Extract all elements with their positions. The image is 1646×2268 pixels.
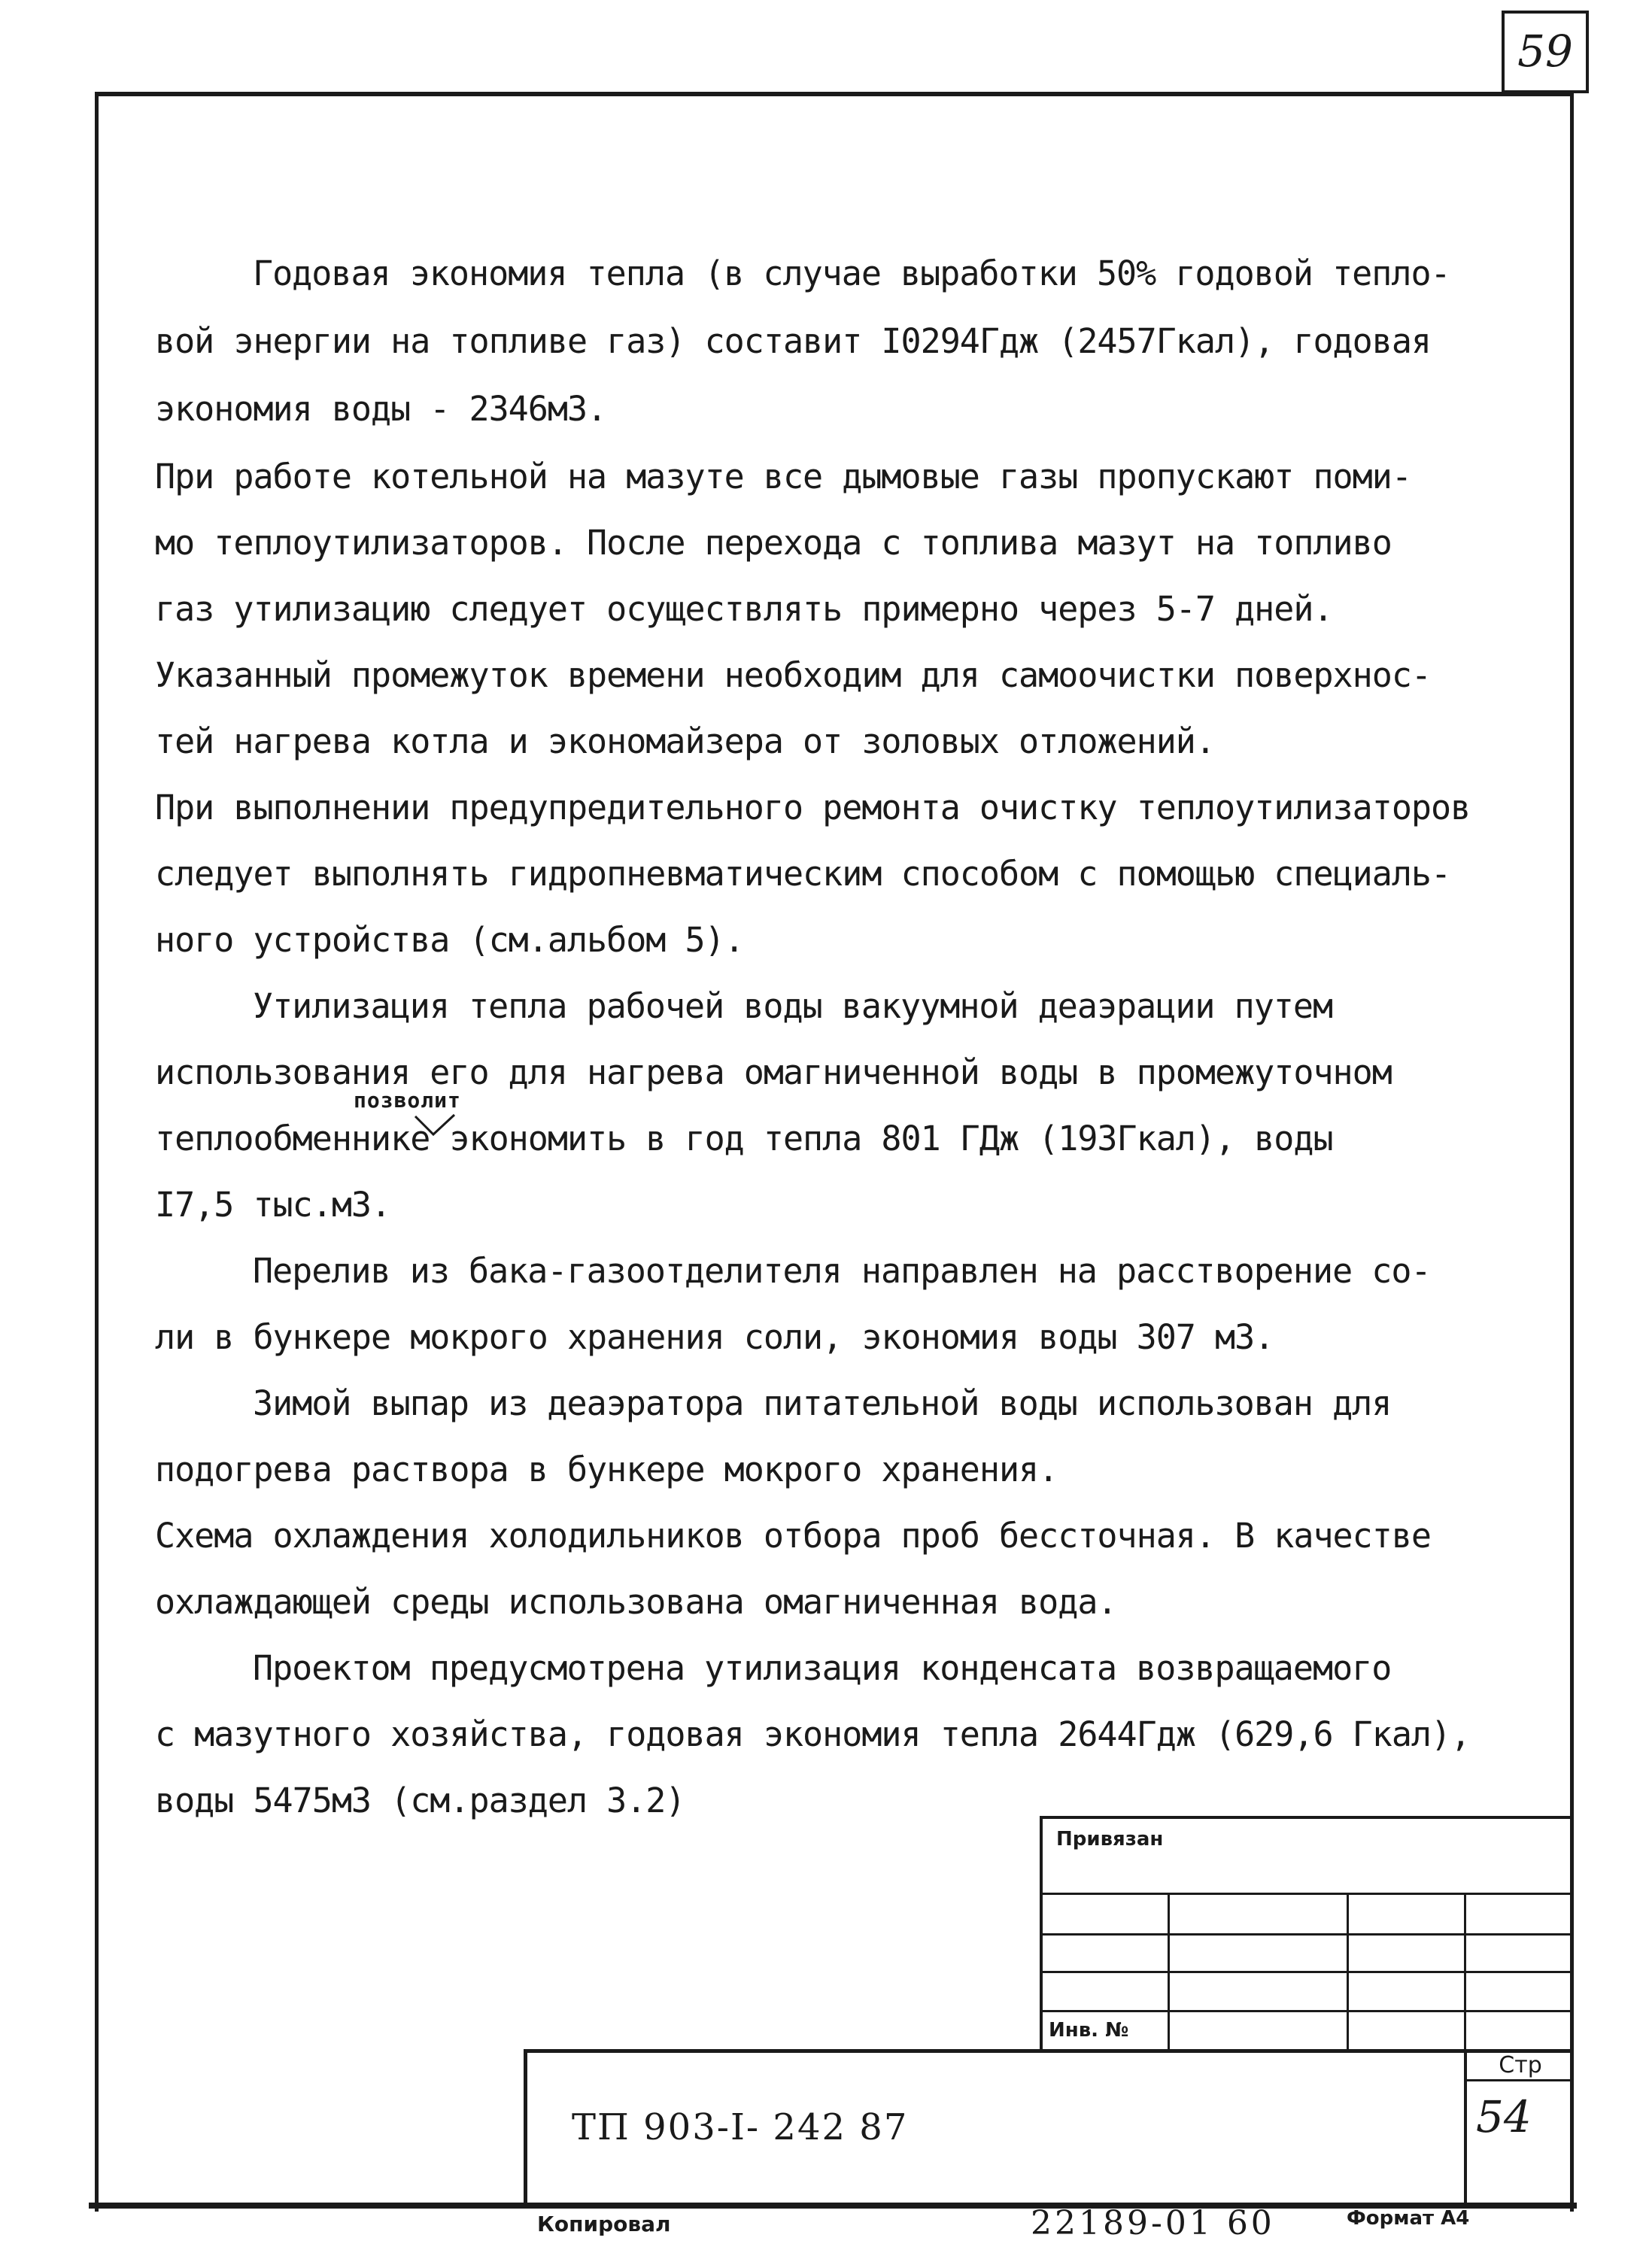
order-number: 22189-01 60: [1031, 2204, 1275, 2242]
text-line: ли в бункере мокрого хранения соли, экономия воды 307 м3.: [155, 1317, 1274, 1357]
text-line: использования его для нагрева омагниченной воды в промежуточном: [155, 1052, 1392, 1092]
privyazan-label: Привязан: [1056, 1828, 1164, 1851]
text-line: Перелив из бака-газоотделителя направлен на расстворение со-: [253, 1251, 1431, 1291]
stamp-page-number: 54: [1476, 2091, 1532, 2142]
text-line: При выполнении предупредительного ремонта очистку теплоутилизаторов: [155, 788, 1471, 827]
text-line: теплообменнике экономить в год тепла 801 ГДж (193Гкал), воды: [155, 1119, 1333, 1158]
text-line: экономия воды - 2346м3.: [155, 389, 607, 429]
text-line: Схема охлаждения холодильников отбора проб бессточная. В качестве: [155, 1516, 1431, 1556]
text-line: Утилизация тепла рабочей воды вакуумной деаэрации путем: [253, 986, 1333, 1026]
text-line: подогрева раствора в бункере мокрого хранения.: [155, 1450, 1058, 1489]
document-code: ТП 903-I- 242 87: [572, 2106, 909, 2148]
text-line: Годовая экономия тепла (в случае выработки 50% годовой тепло-: [253, 254, 1450, 293]
page-label: Стр: [1499, 2052, 1542, 2078]
inv-label: Инв. №: [1049, 2019, 1129, 2042]
insertion-mark-icon: [412, 1112, 457, 1142]
text-line: с мазутного хозяйства, годовая экономия тепла 2644Гдж (629,6 Гкал),: [155, 1714, 1471, 1754]
text-line: следует выполнять гидропневматическим способом с помощью специаль-: [155, 854, 1451, 894]
text-line: тей нагрева котла и экономайзера от золовых отложений.: [155, 721, 1215, 761]
copied-label: Копировал: [537, 2212, 671, 2236]
format-label: Формат А4: [1347, 2207, 1470, 2230]
insertion-note: позволит: [354, 1088, 461, 1113]
text-line: газ утилизацию следует осуществлять примерно через 5-7 дней.: [155, 589, 1333, 629]
text-line: вой энергии на топливе газ) составит I0294Гдж (2457Гкал), годовая: [155, 321, 1431, 361]
text-line: охлаждающей среды использована омагниченная вода.: [155, 1582, 1117, 1622]
text-line: мо теплоутилизаторов. После перехода с топлива мазут на топливо: [155, 523, 1392, 563]
text-line: I7,5 тыс.м3.: [155, 1185, 391, 1225]
text-line: Проектом предусмотрена утилизация конденсата возвращаемого: [253, 1648, 1392, 1688]
text-line: воды 5475м3 (см.раздел 3.2): [155, 1781, 685, 1820]
text-line: Указанный промежуток времени необходим для самоочистки поверхнос-: [155, 655, 1431, 695]
text-line: Зимой выпар из деаэратора питательной воды использован для: [253, 1383, 1392, 1423]
text-line: При работе котельной на мазуте все дымовые газы пропускают поми-: [155, 457, 1411, 496]
text-line: ного устройства (см.альбом 5).: [155, 920, 744, 960]
page-number: 59: [1502, 11, 1589, 93]
